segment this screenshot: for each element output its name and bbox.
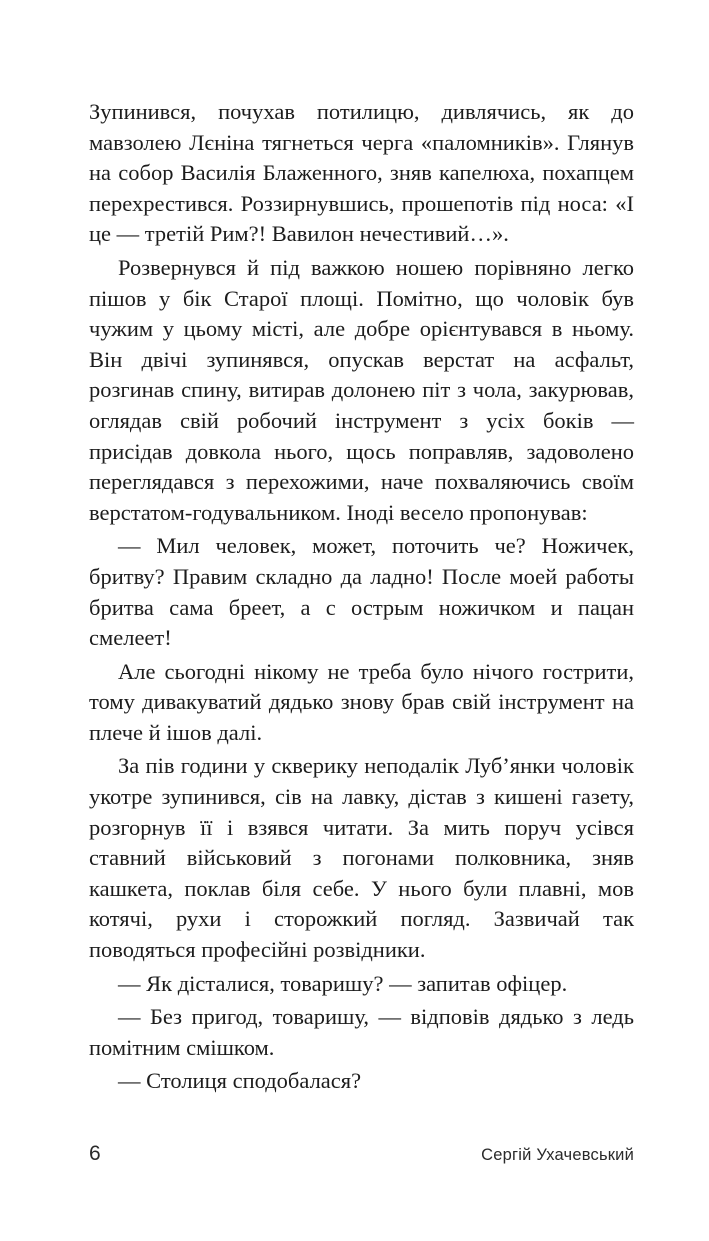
paragraph-5: За пів години у скверику неподалік Луб’янки чоловік укотре зупинився, сів на лавку, дістав з кишені газету, розгорнув її і взявся читати. За мить поруч усівся ставний військовий з погонами полковника, зняв кашкета, поклав біля себе. У нього були плавні, мов котячі, рухи і сторожкий погляд. Зазвичай так поводяться професійні розвідники. <box>89 753 634 963</box>
paragraph-1: Зупинився, почухав потилицю, дивлячись, як до мавзолею Лєніна тягнеться черга «паломників». Глянув на собор Василія Блаженного, зняв капелюха, похапцем перехрестився. Роззирнувшись, прошепотів під носа: «І це — третій Рим?! Вавилон нечестивий…». <box>89 99 634 247</box>
page-footer <box>89 1141 634 1167</box>
paragraph-7-dialogue: — Без пригод, товаришу, — відповів дядько з ледь помітним смішком. <box>89 1004 634 1060</box>
body-text <box>89 97 634 1100</box>
running-author: Сергій Ухачевський <box>481 1146 634 1164</box>
paragraph-3-dialogue: — Мил человек, может, поточить че? Ножичек, бритву? Правим складно да ладно! После моей работы бритва сама бреет, а с острым ножичком и пацан смелеет! <box>89 533 634 651</box>
paragraph-4: Але сьогодні нікому не треба було нічого гострити, тому дивакуватий дядько знову брав свій інструмент на плече й ішов далі. <box>89 658 634 745</box>
paragraph-6-dialogue: — Як дісталися, товаришу? — запитав офіцер. <box>118 970 568 996</box>
page-number: 6 <box>89 1142 101 1165</box>
paragraph-2: Розвернувся й під важкою ношею порівняно легко пішов у бік Старої площі. Помітно, що чоловік був чужим у цьому місті, але добре орієнтувався в ньому. Він двічі зупинявся, опускав верстат на асфальт, розгинав спину, витирав долонею піт з чола, закурював, оглядав свій робочий інструмент з усіх боків — присідав довкола нього, щось поправляв, задоволено переглядався з перехожими, наче похваляючись своїм верстатом-годувальником. Іноді весело пропонував: <box>89 254 634 525</box>
paragraph-8-dialogue: — Столиця сподобалася? <box>118 1068 362 1094</box>
